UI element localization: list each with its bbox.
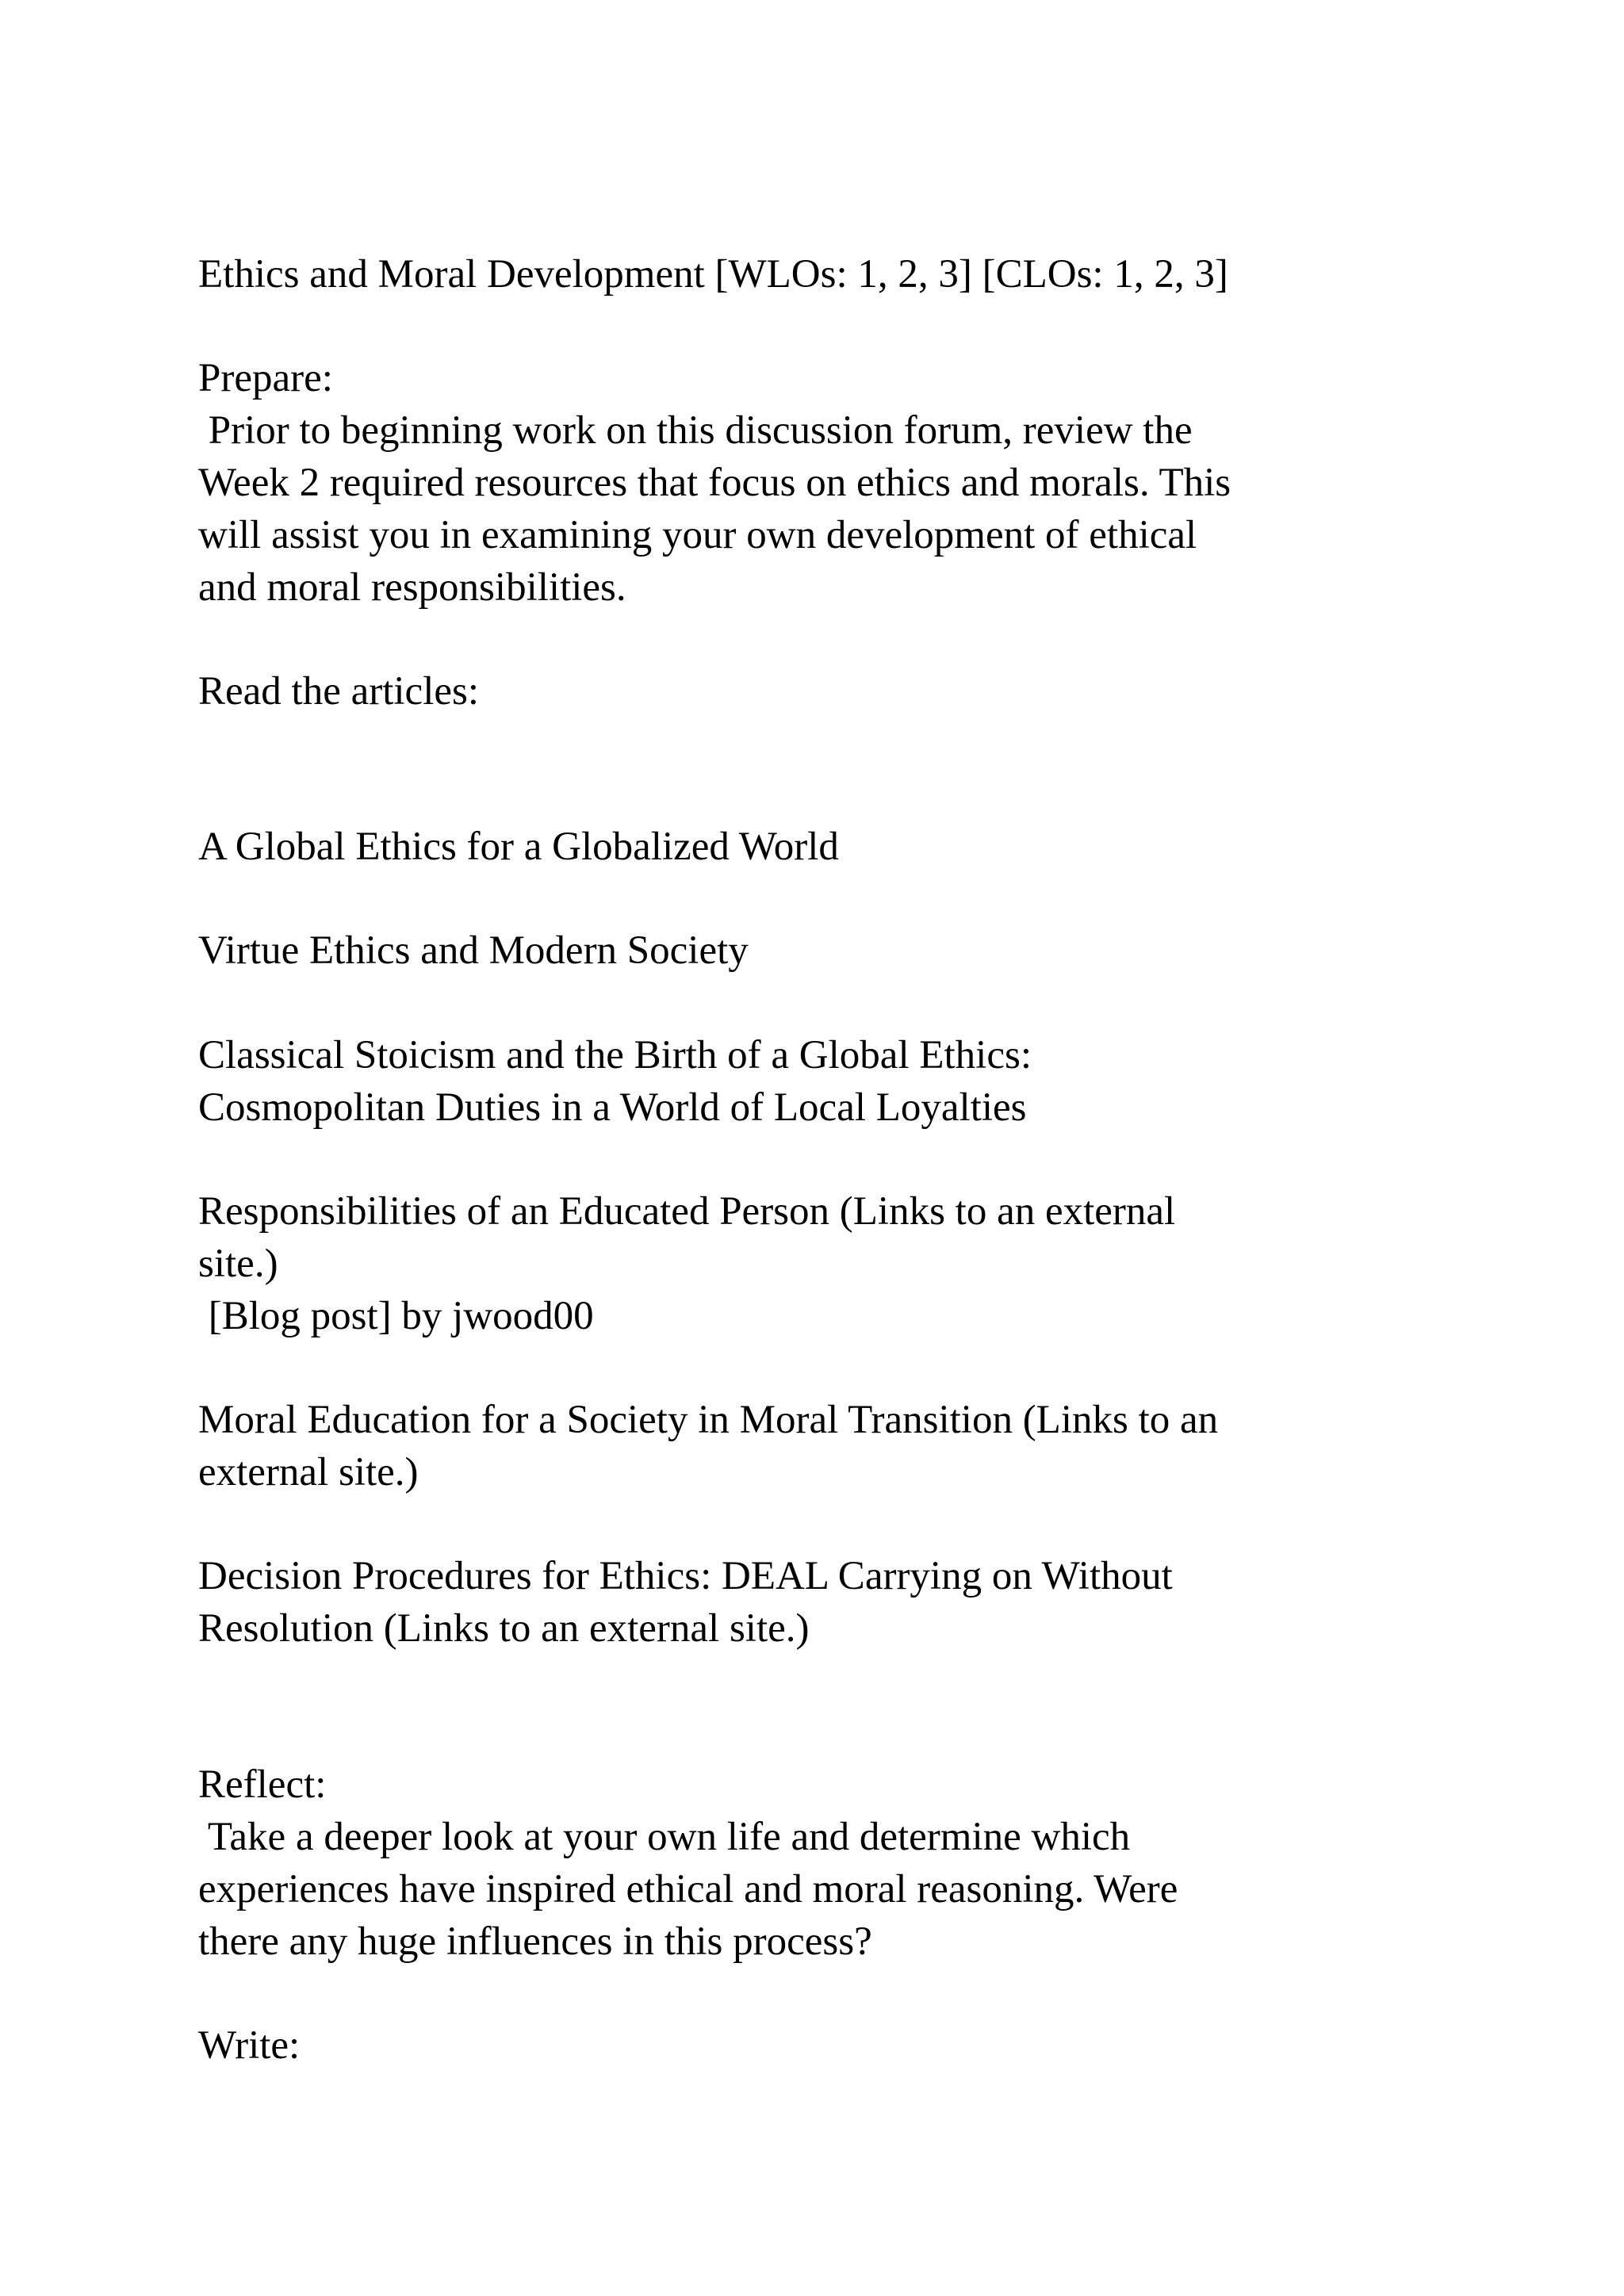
prepare-line: Prior to beginning work on this discussion forum, review the (198, 408, 1193, 453)
prepare-line: and moral responsibilities. (198, 565, 626, 610)
reflect-line: there any huge influences in this process? (198, 1919, 872, 1964)
prepare-line: Week 2 required resources that focus on ethics and morals. This (198, 461, 1231, 505)
reflect-line: Take a deeper look at your own life and determine which (198, 1815, 1131, 1859)
write-heading: Write: (198, 2023, 301, 2068)
article-responsibilities-link[interactable]: site.) (198, 1242, 278, 1286)
reflect-line: experiences have inspired ethical and moral reasoning. Were (198, 1867, 1178, 1911)
article-moral-education-link[interactable]: Moral Education for a Society in Moral Transition (Links to an (198, 1398, 1219, 1442)
article-decision-procedures-link[interactable]: Decision Procedures for Ethics: DEAL Carrying on Without (198, 1554, 1173, 1598)
article-moral-education-link[interactable]: external site.) (198, 1450, 419, 1494)
prepare-heading: Prepare: (198, 356, 333, 400)
article-classical-stoicism: Classical Stoicism and the Birth of a Global Ethics: (198, 1033, 1032, 1077)
article-responsibilities-link[interactable]: Responsibilities of an Educated Person (Links to an external (198, 1189, 1176, 1234)
article-global-ethics: A Global Ethics for a Globalized World (198, 825, 839, 869)
article-virtue-ethics: Virtue Ethics and Modern Society (198, 928, 749, 973)
read-articles-heading: Read the articles: (198, 669, 480, 714)
article-classical-stoicism: Cosmopolitan Duties in a World of Local Loyalties (198, 1085, 1027, 1130)
document-title: Ethics and Moral Development [WLOs: 1, 2, 3] [CLOs: 1, 2, 3] (198, 252, 1228, 297)
article-responsibilities-byline: [Blog post] by jwood00 (198, 1294, 594, 1338)
reflect-heading: Reflect: (198, 1762, 327, 1807)
prepare-line: will assist you in examining your own development of ethical (198, 513, 1197, 557)
article-decision-procedures-link[interactable]: Resolution (Links to an external site.) (198, 1606, 810, 1651)
